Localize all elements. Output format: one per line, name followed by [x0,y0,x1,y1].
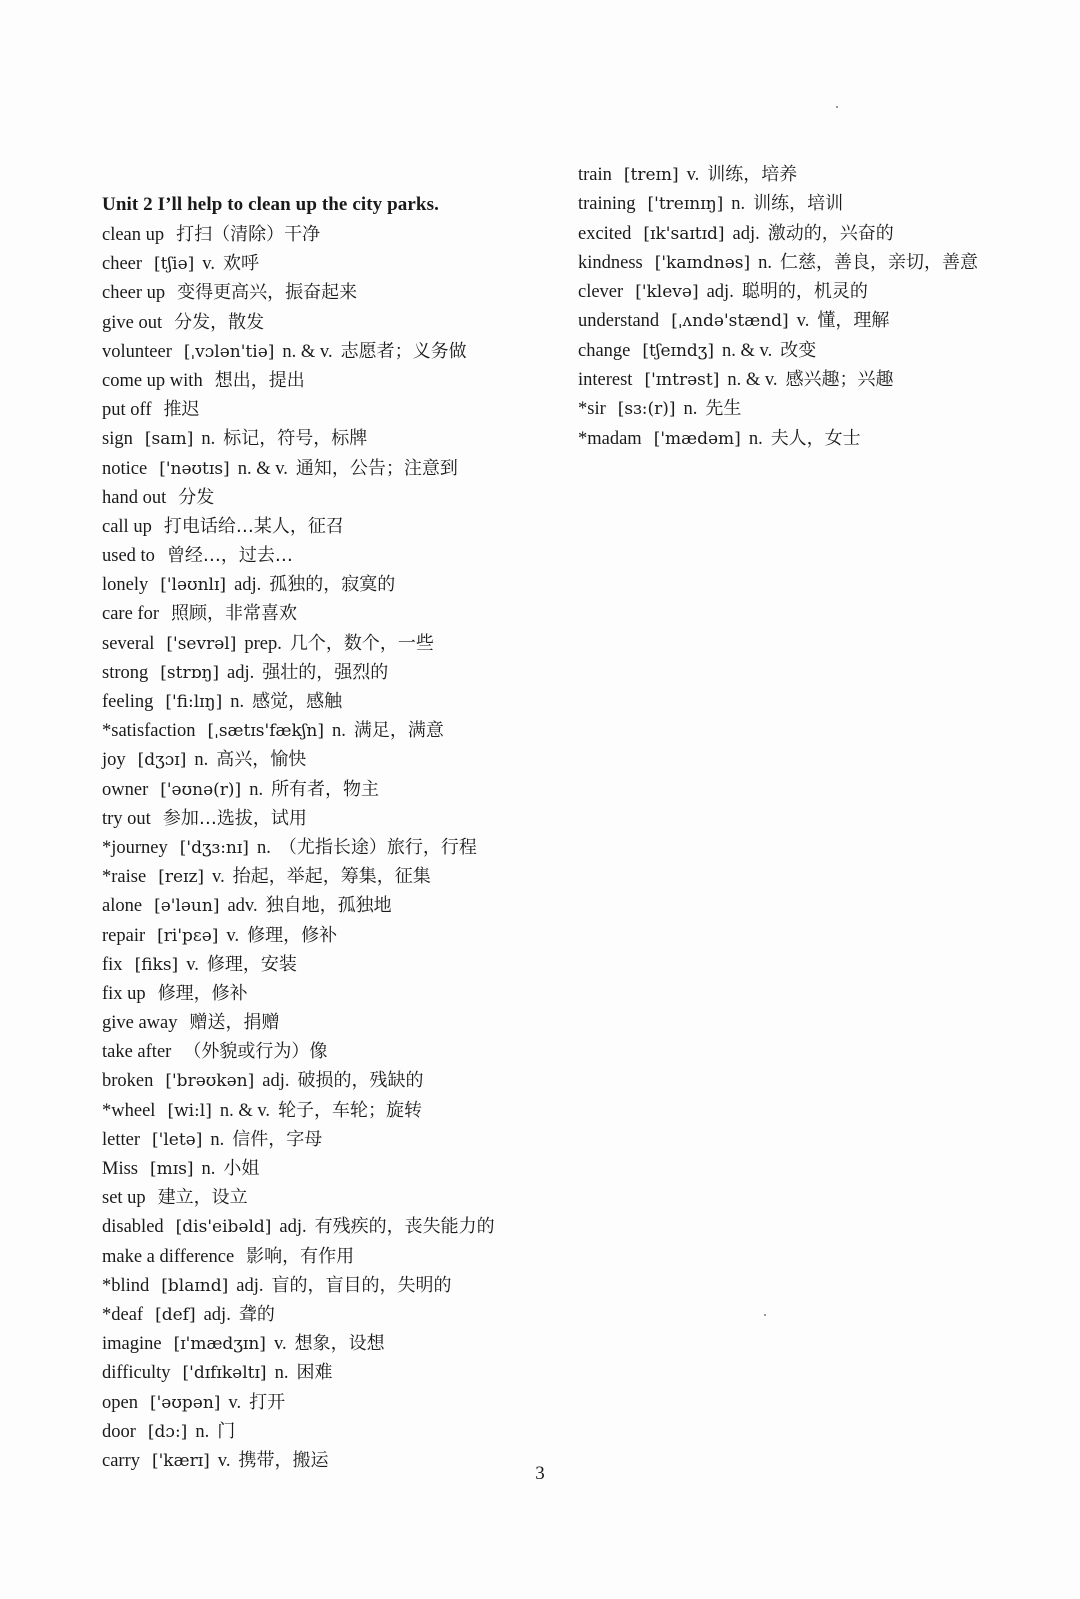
entry-pos: v. [212,867,225,888]
entry-word: make a difference [102,1246,235,1267]
vocab-entry [578,277,1038,306]
entry-word: *blind [102,1275,150,1296]
vocab-entry [102,891,552,920]
entry-word: take after [102,1042,172,1063]
entry-word: cheer up [102,283,166,304]
entry-word: door [102,1421,136,1442]
vocab-entry [102,1358,552,1387]
entry-word: joy [102,750,126,771]
entry-word: excited [578,223,632,244]
vocab-entry [102,454,552,483]
entry-pos: n. [249,779,264,800]
entry-word: interest [578,370,633,391]
vocab-entry [578,248,1038,277]
vocab-entry [102,1242,552,1271]
scan-speck [836,106,838,108]
entry-ipa: ['mædəm] [653,428,741,449]
entry-ipa: [ə'ləun] [154,896,220,917]
entry-ipa: ['brəʊkən] [165,1071,255,1092]
entry-meaning: 影响，有作用 [246,1245,355,1267]
entry-word: fix up [102,983,146,1004]
entry-pos: adj. [203,1304,231,1325]
entry-pos: prep. [244,633,282,654]
entry-meaning: 分发 [178,486,215,508]
entry-pos: n. [230,692,245,712]
entry-meaning: 感觉，感触 [252,691,343,712]
entry-pos: n. [194,750,209,771]
vocab-entry [102,570,552,599]
vocab-entry [102,1388,552,1417]
entry-meaning: 赠送，捐赠 [189,1012,280,1034]
entry-meaning: 分发，散发 [174,311,265,333]
entry-meaning: 训练，培训 [753,193,844,215]
entry-pos: v. [186,954,199,975]
entry-word: change [578,340,631,361]
entry-ipa: ['fi:lɪŋ] [165,692,223,712]
entry-pos: adj. [234,575,262,596]
vocab-entry [102,687,552,716]
entry-word: *wheel [102,1100,156,1121]
vocab-entry [102,833,552,862]
entry-word: hand out [102,487,167,508]
entry-meaning: 想象，设想 [294,1333,385,1355]
entry-ipa: ['kaɪndnəs] [654,252,751,273]
entry-meaning: 激动的，兴奋的 [767,222,894,244]
entry-ipa: [ˌʌndə'stænd] [671,311,789,332]
entry-pos: v. [796,311,810,332]
entry-meaning: 门 [217,1420,236,1442]
vocab-entry [102,395,552,424]
vocab-entry [102,921,552,950]
vocab-entry [102,862,552,891]
entry-word: *sir [578,399,606,420]
entry-ipa: ['treɪnɪŋ] [647,194,724,215]
entry-pos: n. [256,837,271,858]
vocab-entry [102,745,552,774]
entry-pos: n. [683,399,698,420]
entry-word: letter [102,1129,141,1150]
entry-meaning: 志愿者；义务做 [340,340,467,362]
entry-word: volunteer [102,341,172,362]
entry-pos: n. & v. [727,370,778,391]
entry-meaning: 夫人，女士 [770,427,861,449]
entry-pos: v. [217,1450,231,1471]
entry-meaning: 有残疾的，丧失能力的 [314,1216,495,1238]
entry-ipa: [def] [155,1304,196,1325]
vocab-entry [102,424,552,453]
vocab-entry [102,1183,552,1212]
entry-word: give out [102,312,163,333]
vocab-entry [102,1008,552,1037]
entry-ipa: [wi:l] [167,1100,212,1121]
entry-pos: v. [686,165,700,185]
entry-word: training [578,194,636,215]
entry-word: clean up [102,225,165,245]
entry-ipa: ['ɪntrəst] [644,370,720,391]
entry-meaning: 独自地，孤独地 [265,895,392,917]
entry-meaning: 满足，满意 [353,720,444,742]
entry-word: train [578,165,612,185]
entry-pos: n. [331,721,346,742]
vocab-entry [102,599,552,628]
entry-meaning: （尤指长途）旅行，行程 [278,836,477,858]
vocab-entry [102,716,552,745]
entry-meaning: 仁慈，善良，亲切，善意 [780,251,979,273]
entry-pos: adj. [732,223,760,244]
entry-pos: n. & v. [282,341,333,362]
vocab-entry [102,366,552,395]
entry-meaning: 通知，公告；注意到 [295,457,458,479]
vocab-entry [578,160,1038,189]
vocab-entry [578,365,1038,394]
entry-meaning: 懂，理解 [817,310,890,332]
entry-meaning: 携带，搬运 [238,1449,329,1471]
entry-meaning: 轮子，车轮；旋转 [278,1099,423,1121]
entry-meaning: （外貌或行为）像 [183,1041,328,1063]
entry-ipa: [blaɪnd] [161,1275,229,1296]
entry-meaning: 参加…选拔，试用 [162,807,307,829]
entry-ipa: ['nəʊtɪs] [159,458,230,479]
entry-pos: n. & v. [237,458,288,479]
entry-ipa: ['dʒɜ:nɪ] [179,837,249,858]
entry-word: clever [578,282,624,303]
vocab-entry [578,336,1038,365]
vocab-entry [102,1417,552,1446]
vocab-entry [102,512,552,541]
vocab-entry [102,658,552,687]
entry-word: alone [102,896,143,917]
entry-pos: adv. [227,896,258,917]
page-number: 3 [535,1463,545,1484]
entry-ipa: [ɪ'mædʒɪn] [173,1334,266,1355]
left-column [102,190,552,1475]
entry-ipa: [sɜ:(r)] [617,399,676,420]
entry-pos: v. [226,925,240,946]
entry-meaning: 推迟 [163,399,200,421]
entry-word: owner [102,779,149,800]
entry-ipa: [dʒɔɪ] [137,750,187,771]
vocab-entry [102,1096,552,1125]
entry-ipa: [dis'eibəld] [175,1217,272,1238]
entry-meaning: 高兴，愉快 [216,749,307,771]
vocab-entry [102,629,552,658]
entry-word: put off [102,400,152,421]
entry-meaning: 抬起，举起，筹集，征集 [232,866,431,888]
entry-word: imagine [102,1334,162,1355]
entry-ipa: [ri'pɛə] [157,925,219,946]
entry-word: Miss [102,1159,138,1179]
entry-meaning: 聪明的，机灵的 [741,281,868,303]
entry-pos: n. [201,1159,216,1179]
entry-word: carry [102,1450,140,1471]
entry-word: lonely [102,575,149,596]
vocab-entry [102,337,552,366]
entry-meaning: 破损的，残缺的 [297,1070,424,1092]
right-entry-list [578,160,1038,453]
entry-word: disabled [102,1217,164,1238]
entry-ipa: [fiks] [134,954,179,975]
entry-word: *madam [578,428,642,449]
entry-word: call up [102,516,152,537]
vocab-entry [102,804,552,833]
entry-word: *journey [102,837,168,858]
entry-ipa: ['dɪfɪkəltɪ] [182,1363,267,1384]
entry-ipa: ['letə] [152,1129,203,1150]
entry-pos: adj. [262,1071,290,1092]
entry-meaning: 曾经…，过去… [166,545,293,567]
vocab-entry [102,1271,552,1300]
entry-meaning: 修理，安装 [206,953,297,975]
entry-meaning: 打开 [249,1391,286,1413]
entry-meaning: 修理，修补 [157,982,248,1004]
entry-ipa: ['klevə] [635,282,699,303]
scan-speck [764,1314,766,1316]
entry-ipa: [ɪk'saɪtɪd] [643,223,725,244]
entry-word: give away [102,1013,178,1034]
entry-word: *deaf [102,1304,144,1325]
entry-meaning: 训练，培养 [707,164,798,185]
entry-meaning: 小姐 [223,1158,260,1179]
entry-meaning: 想出，提出 [214,369,305,391]
entry-ipa: [ˌsætɪs'fækʃn] [207,721,324,742]
entry-ipa: ['ləʊnlɪ] [160,575,227,596]
vocab-entry [102,775,552,804]
vocab-entry [102,1125,552,1154]
vocab-entry [578,306,1038,335]
entry-word: *raise [102,867,147,888]
entry-pos: n. [201,429,216,450]
entry-meaning: 建立，设立 [157,1187,248,1209]
vocab-entry [102,1329,552,1358]
entry-pos: n. & v. [219,1100,271,1121]
entry-pos: v. [273,1334,287,1355]
entry-word: care for [102,604,159,625]
entry-word: fix [102,954,123,975]
entry-word: *satisfaction [102,721,196,742]
entry-meaning: 所有者，物主 [271,778,380,800]
entry-ipa: ['kærɪ] [152,1450,210,1471]
entry-meaning: 困难 [296,1362,333,1384]
entry-meaning: 欢呼 [222,253,259,275]
right-column [578,160,1038,453]
entry-word: try out [102,808,151,829]
vocab-entry [102,249,552,278]
entry-meaning: 标记，符号，标牌 [223,428,368,450]
entry-ipa: [strɒŋ] [160,662,220,683]
vocab-entry [102,220,552,249]
vocab-entry [102,1212,552,1241]
vocab-entry [102,278,552,307]
entry-meaning: 几个，数个，一些 [289,632,434,654]
vocab-entry [102,541,552,570]
entry-word: difficulty [102,1363,171,1384]
entry-ipa: [saɪn] [144,429,194,450]
entry-ipa: [ˌvɔlən'tiə] [183,341,275,362]
entry-meaning: 先生 [705,398,742,420]
vocab-entry [578,219,1038,248]
vocab-entry [102,950,552,979]
entry-meaning: 孤独的，寂寞的 [269,574,396,596]
entry-pos: adj. [279,1217,307,1238]
entry-pos: adj. [236,1275,264,1296]
entry-word: kindness [578,252,643,273]
entry-word: repair [102,925,146,946]
vocab-entry [102,979,552,1008]
entry-ipa: [dɔ:] [147,1421,188,1442]
entry-pos: n. [195,1421,210,1442]
vocab-entry [102,483,552,512]
vocab-entry [578,424,1038,453]
entry-pos: v. [202,254,215,275]
entry-word: come up with [102,370,203,391]
vocab-entry [102,1300,552,1329]
entry-ipa: ['əʊpən] [149,1392,221,1413]
entry-ipa: [mɪs] [150,1159,194,1179]
entry-pos: n. [274,1363,289,1384]
entry-meaning: 盲的，盲目的，失明的 [271,1274,452,1296]
entry-word: cheer [102,254,143,275]
entry-word: strong [102,662,149,683]
entry-meaning: 改变 [780,339,817,361]
vocab-entry [578,189,1038,218]
entry-word: feeling [102,692,154,712]
vocab-entry [102,1066,552,1095]
entry-ipa: ['sevrəl] [166,633,237,654]
entry-pos: adj. [227,662,255,683]
entry-ipa: [treɪn] [623,165,679,185]
entry-word: set up [102,1188,146,1209]
entry-ipa: [reɪz] [158,867,205,888]
entry-meaning: 变得更高兴，振奋起来 [177,282,358,304]
entry-word: sign [102,429,133,450]
entry-pos: n. [758,252,773,273]
entry-meaning: 修理，修补 [247,924,338,946]
entry-pos: n. & v. [722,340,773,361]
entry-meaning: 打扫（清除）干净 [176,224,321,245]
entry-word: understand [578,311,660,332]
entry-meaning: 信件，字母 [232,1128,323,1150]
entry-pos: n. [748,428,763,449]
entry-ipa: ['əʊnə(r)] [160,779,242,800]
entry-pos: adj. [706,282,734,303]
entry-word: several [102,633,155,654]
entry-meaning: 强壮的，强烈的 [262,661,389,683]
unit-title: Unit 2 I’ll help to clean up the city parks. [102,194,439,215]
entry-pos: v. [228,1392,242,1413]
vocab-entry [102,308,552,337]
vocab-entry [102,1037,552,1066]
entry-word: notice [102,458,148,479]
entry-meaning: 照顾，非常喜欢 [171,603,297,625]
vocab-entry [578,394,1038,423]
entry-pos: n. [731,194,746,215]
entry-meaning: 打电话给…某人，征召 [163,515,344,537]
entry-word: broken [102,1071,154,1092]
entry-ipa: [tʃeɪndʒ] [642,340,715,361]
entry-meaning: 聋的 [238,1303,275,1325]
entry-meaning: 感兴趣；兴趣 [785,369,894,391]
entry-word: open [102,1392,138,1413]
entry-pos: n. [210,1129,225,1150]
left-entry-list [102,220,552,1475]
entry-ipa: [tʃiə] [154,254,195,275]
vocab-entry [102,1154,552,1183]
entry-word: used to [102,546,155,567]
